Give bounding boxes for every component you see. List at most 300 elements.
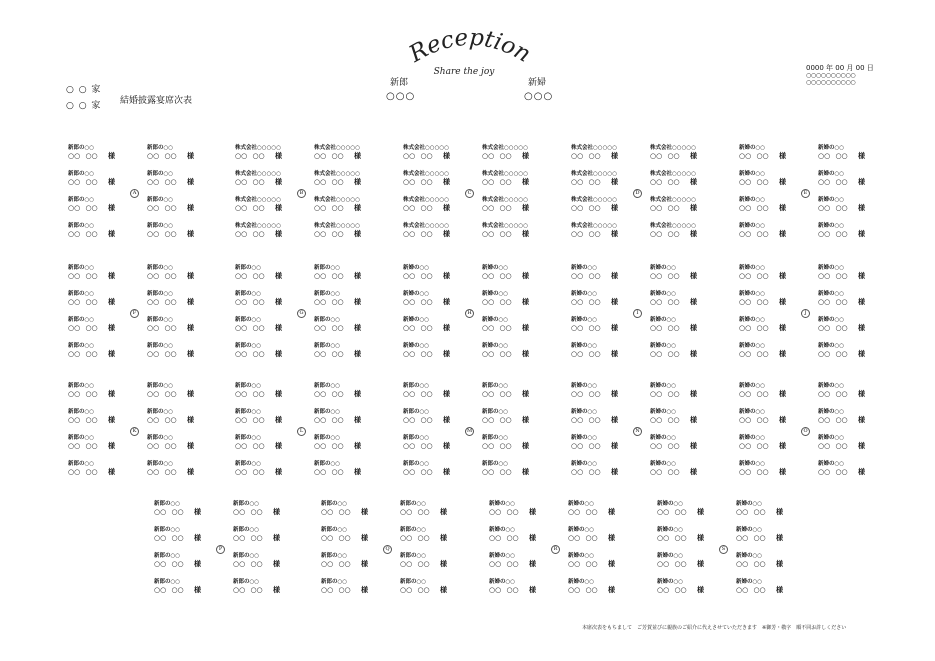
guest-name: ○○ ○○ — [482, 152, 512, 160]
guest-relation: 新郎の○○ — [321, 553, 348, 559]
guest-seat — [482, 436, 542, 452]
guest-honorific: 様 — [354, 204, 361, 212]
guest-seat — [403, 224, 463, 240]
bride-name: ○○○ — [524, 91, 554, 102]
guest-name: ○○ ○○ — [739, 416, 769, 424]
guest-name: ○○ ○○ — [314, 298, 344, 306]
guest-honorific: 様 — [187, 204, 194, 212]
guest-relation: 新婦の○○ — [568, 501, 595, 507]
guest-name: ○○ ○○ — [314, 442, 344, 450]
guest-relation: 新郎の○○ — [147, 409, 174, 415]
guest-seat — [571, 292, 631, 308]
guest-relation: 新郎の○○ — [68, 343, 95, 349]
guest-relation: 株式会社○○○○○ — [403, 197, 449, 203]
guest-honorific: 様 — [776, 508, 783, 516]
guest-name: ○○ ○○ — [147, 230, 177, 238]
venue-line-2: ○○○○○○○○○○ — [806, 79, 856, 86]
guest-honorific: 様 — [858, 178, 865, 186]
guest-seat — [482, 266, 542, 282]
guest-name: ○○ ○○ — [739, 468, 769, 476]
guest-name: ○○ ○○ — [818, 272, 848, 280]
guest-relation: 新婦の○○ — [739, 145, 766, 151]
guest-honorific: 様 — [443, 468, 450, 476]
guest-seat — [650, 172, 710, 188]
guest-honorific: 様 — [611, 298, 618, 306]
guest-relation: 新郎の○○ — [68, 171, 95, 177]
guest-honorific: 様 — [187, 442, 194, 450]
guest-relation: 新婦の○○ — [818, 197, 845, 203]
guest-relation: 新婦の○○ — [818, 171, 845, 177]
guest-name: ○○ ○○ — [147, 324, 177, 332]
guest-seat — [739, 344, 799, 360]
guest-seat — [657, 554, 717, 570]
guest-name: ○○ ○○ — [657, 560, 687, 568]
guest-relation: 新婦の○○ — [657, 527, 684, 533]
guest-name: ○○ ○○ — [235, 152, 265, 160]
guest-seat — [147, 292, 207, 308]
guest-name: ○○ ○○ — [739, 390, 769, 398]
guest-name: ○○ ○○ — [571, 298, 601, 306]
guest-honorific: 様 — [108, 230, 115, 238]
table-label: N — [633, 427, 642, 436]
guest-name: ○○ ○○ — [739, 152, 769, 160]
guest-seat — [68, 172, 128, 188]
guest-honorific: 様 — [275, 416, 282, 424]
guest-honorific: 様 — [858, 152, 865, 160]
guest-name: ○○ ○○ — [818, 416, 848, 424]
guest-relation: 新郎の○○ — [68, 435, 95, 441]
guest-seat — [147, 146, 207, 162]
guest-name: ○○ ○○ — [571, 204, 601, 212]
guest-name: ○○ ○○ — [321, 508, 351, 516]
guest-name: ○○ ○○ — [235, 204, 265, 212]
guest-honorific: 様 — [858, 324, 865, 332]
table-label: C — [465, 189, 474, 198]
guest-honorific: 様 — [275, 272, 282, 280]
guest-honorific: 様 — [608, 586, 615, 594]
guest-name: ○○ ○○ — [403, 272, 433, 280]
guest-seat — [818, 224, 878, 240]
guest-honorific: 様 — [273, 560, 280, 568]
guest-seat — [321, 554, 381, 570]
guest-honorific: 様 — [690, 298, 697, 306]
guest-honorific: 様 — [522, 204, 529, 212]
guest-relation: 新郎の○○ — [400, 579, 427, 585]
guest-honorific: 様 — [354, 324, 361, 332]
guest-seat — [571, 266, 631, 282]
guest-relation: 新郎の○○ — [147, 383, 174, 389]
guest-seat — [154, 528, 214, 544]
guest-name: ○○ ○○ — [650, 152, 680, 160]
guest-seat — [571, 172, 631, 188]
guest-seat — [147, 462, 207, 478]
guest-relation: 新婦の○○ — [650, 461, 677, 467]
guest-seat — [147, 172, 207, 188]
family-name-top: ○ ○ 家 — [66, 85, 102, 95]
guest-honorific: 様 — [529, 560, 536, 568]
guest-honorific: 様 — [354, 230, 361, 238]
guest-relation: 株式会社○○○○○ — [650, 171, 696, 177]
guest-relation: 新郎の○○ — [482, 435, 509, 441]
guest-honorific: 様 — [443, 350, 450, 358]
venue-line-1: ○○○○○○○○○○ — [806, 72, 856, 79]
guest-relation: 新婦の○○ — [657, 579, 684, 585]
guest-relation: 新郎の○○ — [235, 461, 262, 467]
guest-relation: 新婦の○○ — [650, 383, 677, 389]
guest-relation: 新郎の○○ — [321, 579, 348, 585]
guest-honorific: 様 — [779, 350, 786, 358]
guest-seat — [233, 528, 293, 544]
guest-honorific: 様 — [690, 390, 697, 398]
guest-name: ○○ ○○ — [571, 152, 601, 160]
guest-relation: 新婦の○○ — [739, 171, 766, 177]
guest-name: ○○ ○○ — [235, 350, 265, 358]
guest-seat — [68, 410, 128, 426]
guest-name: ○○ ○○ — [568, 508, 598, 516]
guest-seat — [403, 318, 463, 334]
guest-honorific: 様 — [440, 508, 447, 516]
guest-honorific: 様 — [697, 508, 704, 516]
guest-seat — [147, 318, 207, 334]
guest-relation: 新郎の○○ — [147, 461, 174, 467]
guest-name: ○○ ○○ — [403, 324, 433, 332]
guest-seat — [818, 436, 878, 452]
guest-honorific: 様 — [275, 350, 282, 358]
chart-title: 結婚披露宴席次表 — [120, 96, 193, 106]
guest-relation: 新婦の○○ — [739, 291, 766, 297]
guest-relation: 新郎の○○ — [314, 435, 341, 441]
guest-name: ○○ ○○ — [657, 534, 687, 542]
guest-seat — [314, 384, 374, 400]
guest-honorific: 様 — [354, 468, 361, 476]
guest-name: ○○ ○○ — [400, 586, 430, 594]
guest-name: ○○ ○○ — [68, 230, 98, 238]
guest-seat — [739, 292, 799, 308]
guest-seat — [818, 318, 878, 334]
guest-relation: 新郎の○○ — [68, 145, 95, 151]
guest-relation: 株式会社○○○○○ — [403, 223, 449, 229]
guest-seat — [482, 462, 542, 478]
guest-name: ○○ ○○ — [571, 442, 601, 450]
table-label: K — [130, 427, 139, 436]
guest-name: ○○ ○○ — [650, 324, 680, 332]
guest-honorific: 様 — [611, 230, 618, 238]
guest-seat — [403, 146, 463, 162]
guest-name: ○○ ○○ — [147, 468, 177, 476]
guest-honorific: 様 — [443, 178, 450, 186]
guest-seat — [650, 384, 710, 400]
guest-relation: 新婦の○○ — [403, 317, 430, 323]
guest-seat — [147, 266, 207, 282]
guest-honorific: 様 — [108, 178, 115, 186]
guest-honorific: 様 — [440, 586, 447, 594]
guest-seat — [147, 224, 207, 240]
guest-name: ○○ ○○ — [482, 468, 512, 476]
guest-seat — [235, 266, 295, 282]
guest-honorific: 様 — [361, 508, 368, 516]
guest-name: ○○ ○○ — [403, 442, 433, 450]
guest-name: ○○ ○○ — [321, 586, 351, 594]
guest-honorific: 様 — [522, 442, 529, 450]
guest-name: ○○ ○○ — [650, 298, 680, 306]
guest-honorific: 様 — [611, 204, 618, 212]
guest-honorific: 様 — [779, 272, 786, 280]
guest-relation: 新婦の○○ — [482, 317, 509, 323]
guest-honorific: 様 — [187, 178, 194, 186]
guest-name: ○○ ○○ — [314, 350, 344, 358]
guest-honorific: 様 — [690, 230, 697, 238]
guest-honorific: 様 — [608, 560, 615, 568]
guest-seat — [818, 384, 878, 400]
guest-relation: 新婦の○○ — [739, 343, 766, 349]
guest-name: ○○ ○○ — [482, 178, 512, 186]
guest-relation: 新郎の○○ — [321, 501, 348, 507]
guest-seat — [482, 198, 542, 214]
table-label: S — [719, 545, 728, 554]
guest-seat — [314, 436, 374, 452]
guest-seat — [650, 198, 710, 214]
guest-seat — [403, 384, 463, 400]
guest-relation: 新郎の○○ — [68, 265, 95, 271]
guest-name: ○○ ○○ — [68, 178, 98, 186]
guest-honorific: 様 — [354, 390, 361, 398]
guest-seat — [403, 436, 463, 452]
guest-honorific: 様 — [690, 152, 697, 160]
guest-relation: 新婦の○○ — [818, 409, 845, 415]
guest-relation: 株式会社○○○○○ — [571, 145, 617, 151]
guest-relation: 新婦の○○ — [739, 317, 766, 323]
guest-relation: 新婦の○○ — [571, 409, 598, 415]
guest-relation: 新郎の○○ — [68, 291, 95, 297]
guest-honorific: 様 — [273, 508, 280, 516]
guest-relation: 新郎の○○ — [68, 461, 95, 467]
guest-seat — [571, 198, 631, 214]
guest-honorific: 様 — [690, 324, 697, 332]
guest-name: ○○ ○○ — [739, 298, 769, 306]
guest-relation: 新郎の○○ — [147, 171, 174, 177]
guest-name: ○○ ○○ — [482, 350, 512, 358]
guest-relation: 新婦の○○ — [739, 409, 766, 415]
guest-name: ○○ ○○ — [314, 324, 344, 332]
guest-honorific: 様 — [440, 534, 447, 542]
guest-name: ○○ ○○ — [403, 298, 433, 306]
guest-seat — [571, 224, 631, 240]
guest-name: ○○ ○○ — [68, 442, 98, 450]
guest-seat — [403, 266, 463, 282]
guest-name: ○○ ○○ — [482, 204, 512, 212]
guest-seat — [147, 198, 207, 214]
guest-relation: 株式会社○○○○○ — [571, 171, 617, 177]
guest-relation: 株式会社○○○○○ — [571, 223, 617, 229]
guest-relation: 株式会社○○○○○ — [314, 171, 360, 177]
guest-relation: 新婦の○○ — [739, 383, 766, 389]
guest-relation: 新郎の○○ — [314, 461, 341, 467]
guest-honorific: 様 — [275, 152, 282, 160]
guest-honorific: 様 — [443, 416, 450, 424]
guest-honorific: 様 — [858, 390, 865, 398]
guest-honorific: 様 — [779, 468, 786, 476]
guest-relation: 新婦の○○ — [571, 291, 598, 297]
guest-relation: 株式会社○○○○○ — [314, 197, 360, 203]
guest-seat — [818, 198, 878, 214]
guest-seat — [739, 146, 799, 162]
guest-seat — [403, 198, 463, 214]
guest-seat — [736, 580, 796, 596]
guest-seat — [482, 384, 542, 400]
guest-name: ○○ ○○ — [235, 468, 265, 476]
guest-relation: 新婦の○○ — [657, 553, 684, 559]
guest-honorific: 様 — [779, 390, 786, 398]
logo-subtitle: Share the joy — [433, 67, 495, 77]
guest-honorific: 様 — [275, 390, 282, 398]
guest-name: ○○ ○○ — [568, 560, 598, 568]
guest-relation: 新郎の○○ — [154, 501, 181, 507]
guest-honorific: 様 — [194, 586, 201, 594]
guest-seat — [400, 554, 460, 570]
guest-seat — [571, 462, 631, 478]
guest-relation: 新郎の○○ — [68, 197, 95, 203]
guest-name: ○○ ○○ — [482, 272, 512, 280]
guest-seat — [650, 224, 710, 240]
guest-honorific: 様 — [354, 272, 361, 280]
guest-honorific: 様 — [108, 442, 115, 450]
guest-seat — [400, 502, 460, 518]
guest-relation: 新郎の○○ — [235, 317, 262, 323]
guest-seat — [233, 580, 293, 596]
guest-seat — [68, 266, 128, 282]
guest-name: ○○ ○○ — [489, 534, 519, 542]
guest-name: ○○ ○○ — [568, 586, 598, 594]
guest-relation: 新婦の○○ — [403, 291, 430, 297]
guest-name: ○○ ○○ — [739, 272, 769, 280]
guest-relation: 新郎の○○ — [482, 409, 509, 415]
guest-name: ○○ ○○ — [571, 178, 601, 186]
guest-seat — [739, 224, 799, 240]
guest-relation: 新婦の○○ — [571, 461, 598, 467]
guest-honorific: 様 — [522, 468, 529, 476]
guest-seat — [818, 266, 878, 282]
guest-honorific: 様 — [522, 416, 529, 424]
guest-honorific: 様 — [611, 152, 618, 160]
guest-seat — [235, 172, 295, 188]
guest-honorific: 様 — [611, 390, 618, 398]
groom-name: ○○○ — [386, 91, 416, 102]
guest-seat — [403, 172, 463, 188]
guest-relation: 新婦の○○ — [489, 553, 516, 559]
guest-relation: 新婦の○○ — [482, 343, 509, 349]
guest-name: ○○ ○○ — [650, 204, 680, 212]
guest-name: ○○ ○○ — [314, 178, 344, 186]
guest-name: ○○ ○○ — [571, 350, 601, 358]
guest-name: ○○ ○○ — [650, 442, 680, 450]
guest-relation: 新婦の○○ — [403, 265, 430, 271]
guest-seat — [400, 580, 460, 596]
guest-name: ○○ ○○ — [147, 298, 177, 306]
guest-seat — [147, 436, 207, 452]
guest-seat — [68, 344, 128, 360]
guest-honorific: 様 — [187, 272, 194, 280]
guest-name: ○○ ○○ — [233, 508, 263, 516]
guest-name: ○○ ○○ — [403, 468, 433, 476]
guest-name: ○○ ○○ — [571, 416, 601, 424]
guest-honorific: 様 — [697, 560, 704, 568]
guest-seat — [482, 172, 542, 188]
guest-honorific: 様 — [529, 586, 536, 594]
guest-relation: 新郎の○○ — [68, 223, 95, 229]
guest-seat — [568, 528, 628, 544]
guest-seat — [403, 462, 463, 478]
guest-honorific: 様 — [108, 204, 115, 212]
guest-seat — [571, 436, 631, 452]
guest-relation: 新婦の○○ — [736, 553, 763, 559]
guest-name: ○○ ○○ — [147, 272, 177, 280]
guest-name: ○○ ○○ — [321, 560, 351, 568]
guest-honorific: 様 — [522, 272, 529, 280]
guest-seat — [233, 502, 293, 518]
guest-honorific: 様 — [361, 586, 368, 594]
table-label: P — [216, 545, 225, 554]
guest-relation: 新婦の○○ — [650, 435, 677, 441]
guest-name: ○○ ○○ — [482, 442, 512, 450]
guest-seat — [650, 146, 710, 162]
guest-seat — [68, 384, 128, 400]
guest-honorific: 様 — [858, 204, 865, 212]
guest-relation: 新郎の○○ — [482, 461, 509, 467]
guest-honorific: 様 — [779, 204, 786, 212]
bride-label: 新婦 — [528, 78, 547, 88]
guest-seat — [736, 554, 796, 570]
guest-seat — [154, 580, 214, 596]
guest-seat — [736, 528, 796, 544]
guest-name: ○○ ○○ — [235, 324, 265, 332]
guest-relation: 株式会社○○○○○ — [482, 171, 528, 177]
guest-name: ○○ ○○ — [154, 560, 184, 568]
guest-honorific: 様 — [108, 272, 115, 280]
guest-honorific: 様 — [354, 350, 361, 358]
guest-honorific: 様 — [194, 560, 201, 568]
guest-seat — [147, 344, 207, 360]
table-label: D — [633, 189, 642, 198]
guest-relation: 新婦の○○ — [736, 527, 763, 533]
guest-seat — [650, 318, 710, 334]
guest-seat — [571, 410, 631, 426]
guest-relation: 新婦の○○ — [739, 265, 766, 271]
guest-relation: 新婦の○○ — [482, 265, 509, 271]
guest-seat — [403, 292, 463, 308]
guest-honorific: 様 — [776, 534, 783, 542]
guest-relation: 新婦の○○ — [568, 579, 595, 585]
guest-name: ○○ ○○ — [650, 230, 680, 238]
guest-name: ○○ ○○ — [403, 204, 433, 212]
guest-name: ○○ ○○ — [736, 560, 766, 568]
guest-relation: 株式会社○○○○○ — [650, 197, 696, 203]
guest-honorific: 様 — [443, 442, 450, 450]
guest-seat — [818, 462, 878, 478]
guest-relation: 新婦の○○ — [571, 317, 598, 323]
guest-relation: 新婦の○○ — [571, 383, 598, 389]
guest-honorific: 様 — [522, 324, 529, 332]
guest-honorific: 様 — [611, 324, 618, 332]
guest-name: ○○ ○○ — [482, 324, 512, 332]
guest-relation: 新婦の○○ — [571, 265, 598, 271]
guest-seat — [571, 384, 631, 400]
guest-relation: 株式会社○○○○○ — [235, 223, 281, 229]
guest-honorific: 様 — [611, 442, 618, 450]
guest-honorific: 様 — [443, 152, 450, 160]
guest-honorific: 様 — [522, 298, 529, 306]
guest-seat — [818, 344, 878, 360]
guest-name: ○○ ○○ — [571, 324, 601, 332]
